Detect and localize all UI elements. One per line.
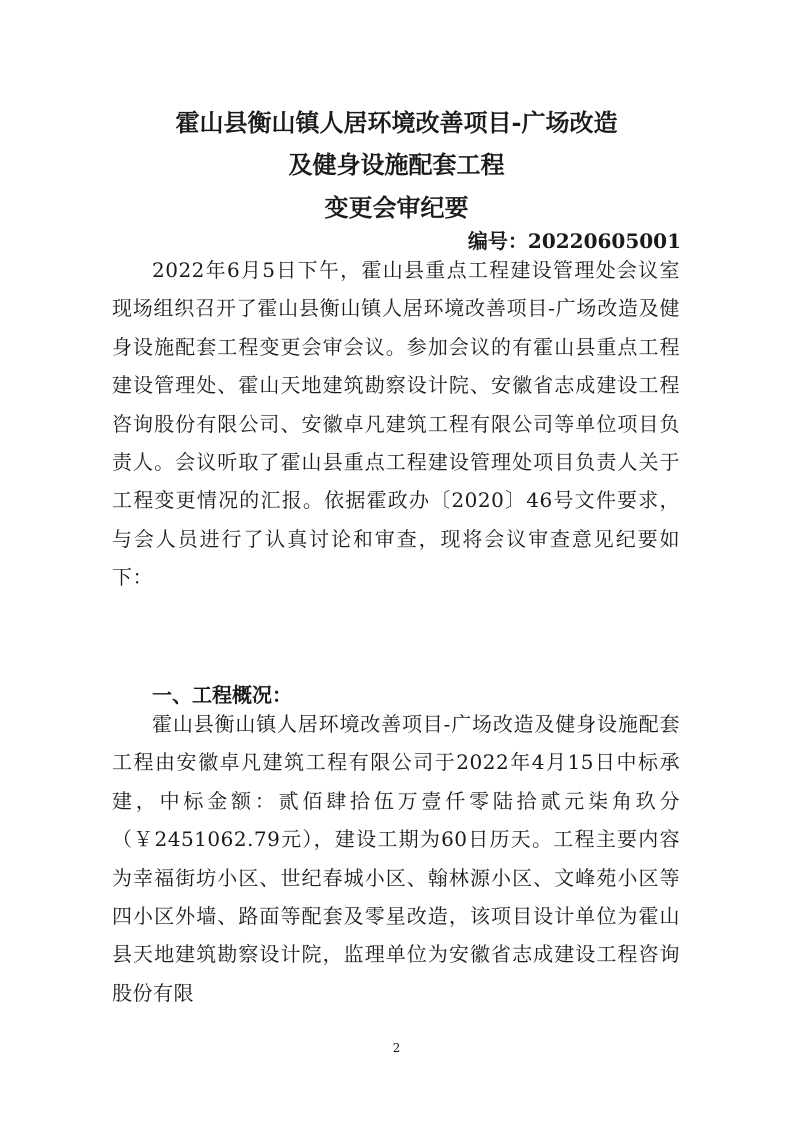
document-number: 编号：20220605001 bbox=[467, 229, 681, 253]
title-line-3: 变更会审纪要 bbox=[324, 193, 469, 222]
project-overview-paragraph: 霍山县衡山镇人居环境改善项目-广场改造及健身设施配套工程由安徽卓凡建筑工程有限公司于2022年4月15日中标承建，中标金额：贰佰肆拾伍万壹仟零陆拾贰元柒角玖分（￥2451062.79元），建设工期为60日历天。工程主要内容为幸福街坊小区、世纪春城小区、翰林源小区、文峰苑小区等四小区外墙、路面等配套及零星改造，该项目设计单位为霍山县天地建筑勘察设计院，监理单位为安徽省志成建设工程咨询股份有限 bbox=[112, 712, 680, 1005]
section-heading-project-overview: 一、工程概况： bbox=[152, 683, 292, 707]
intro-paragraph: 2022年6月5日下午，霍山县重点工程建设管理处会议室现场组织召开了霍山县衡山镇人居环境改善项目-广场改造及健身设施配套工程变更会审会议。参加会议的有霍山县重点工程建设管理处、霍山天地建筑勘察设计院、安徽省志成建设工程咨询股份有限公司、安徽卓凡建筑工程有限公司等单位项目负责人。会议听取了霍山县重点工程建设管理处项目负责人关于工程变更情况的汇报。依据霍政办〔2020〕46号文件要求，与会人员进行了认真讨论和审查，现将会议审查意见纪要如下： bbox=[112, 258, 680, 590]
title-line-2: 及健身设施配套工程 bbox=[288, 150, 505, 179]
title-line-1: 霍山县衡山镇人居环境改善项目-广场改造 bbox=[175, 108, 618, 137]
page-number: 2 bbox=[392, 1041, 401, 1055]
